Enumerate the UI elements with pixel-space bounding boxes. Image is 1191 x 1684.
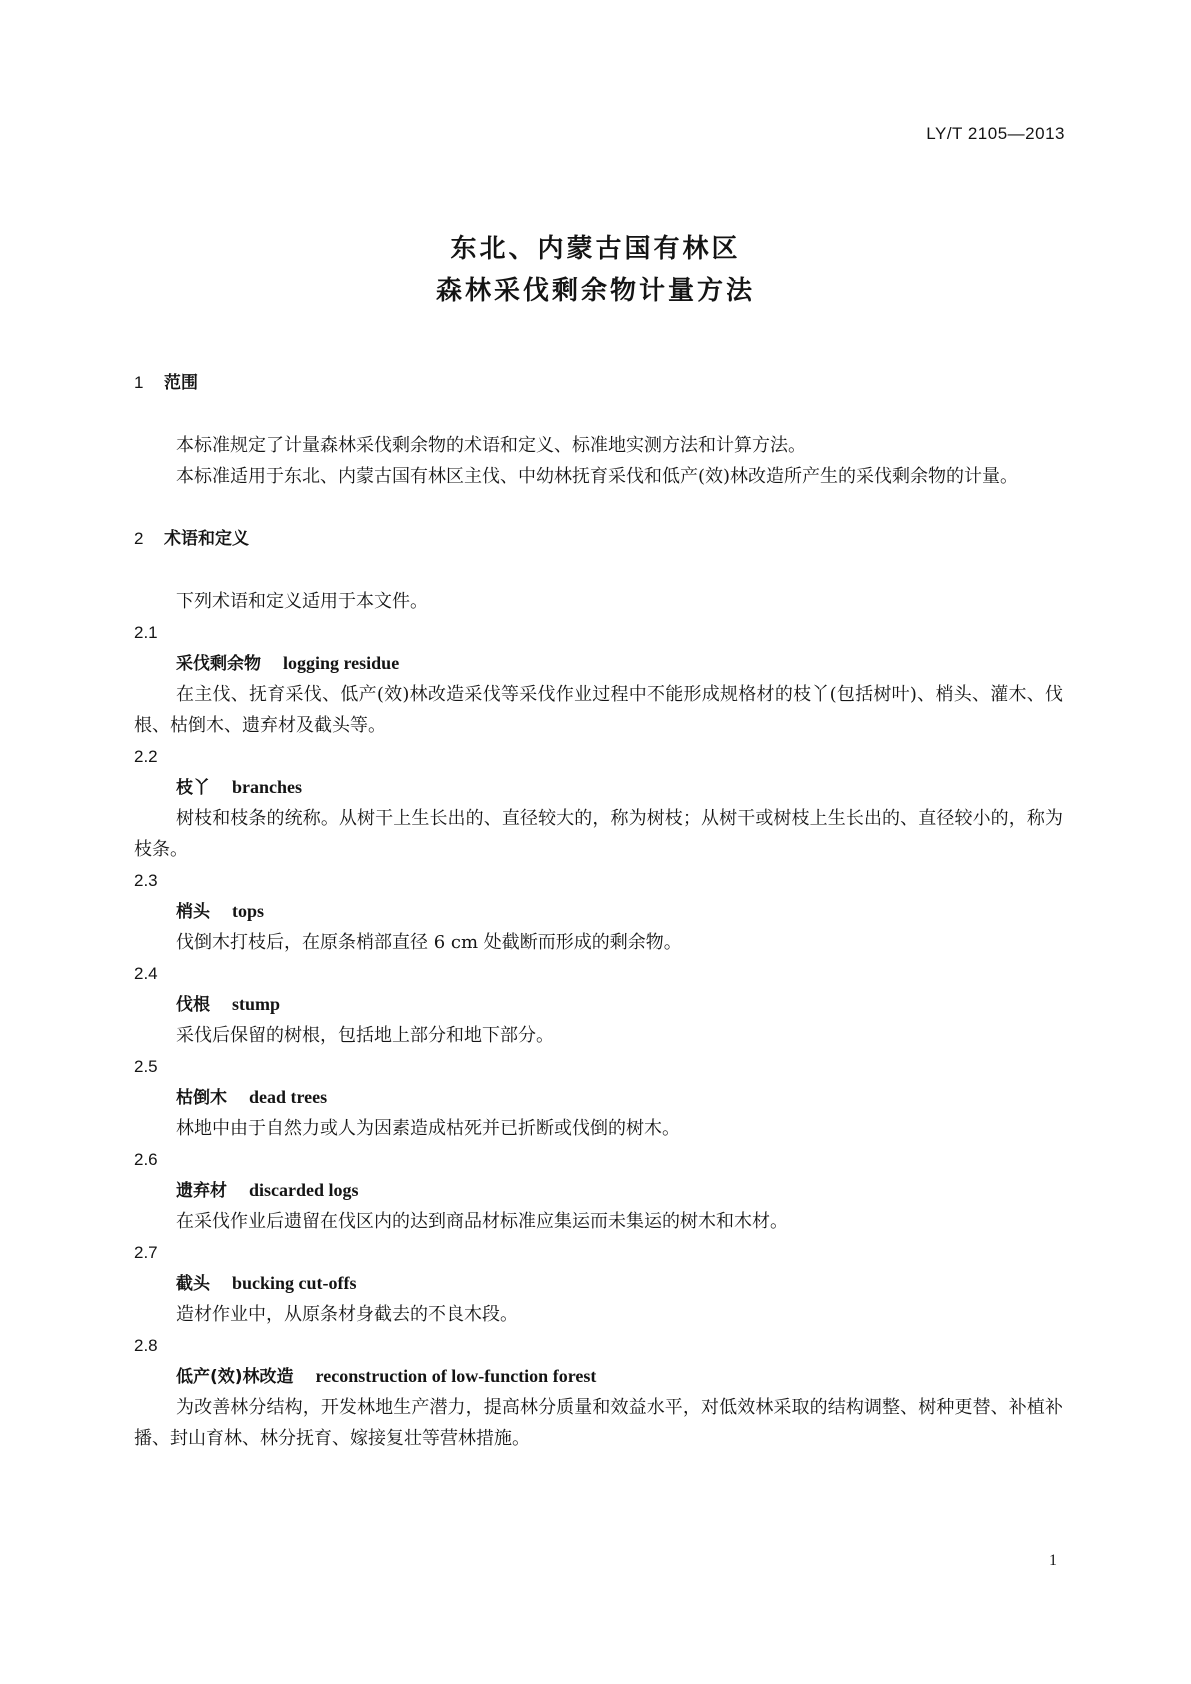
term-name xyxy=(176,1268,1063,1299)
term-name-en: bucking cut-offs xyxy=(232,1273,357,1293)
term-definition: 造材作业中，从原条材身截去的不良木段。 xyxy=(176,1304,518,1325)
term-definition: 林地中由于自然力或人为因素造成枯死并已折断或伐倒的树木。 xyxy=(176,1118,680,1139)
term-name-cn: 低产(效)林改造 xyxy=(176,1367,294,1387)
term-entry xyxy=(134,1237,1063,1330)
document-body xyxy=(134,367,1063,1454)
page-number: 1 xyxy=(1049,1552,1057,1569)
term-name-cn: 枝丫 xyxy=(176,778,210,798)
title-line-1: 东北、内蒙古国有林区 xyxy=(450,234,741,264)
document-title xyxy=(0,228,1191,312)
section-number: 1 xyxy=(134,373,144,392)
section-title: 范围 xyxy=(164,373,198,393)
term-number: 2.4 xyxy=(134,964,158,983)
term-number: 2.5 xyxy=(134,1057,158,1076)
term-number: 2.6 xyxy=(134,1150,158,1169)
term-name xyxy=(176,1361,1063,1392)
term-name xyxy=(176,1082,1063,1113)
term-definition: 为改善林分结构，开发林地生产潜力，提高林分质量和效益水平，对低效林采取的结构调整、树种更替、补植补播、封山育林、林分抚育、嫁接复壮等营林措施。 xyxy=(134,1397,1063,1449)
paragraph: 本标准适用于东北、内蒙古国有林区主伐、中幼林抚育采伐和低产(效)林改造所产生的采伐剩余物的计量。 xyxy=(176,466,1019,487)
term-name-cn: 采伐剩余物 xyxy=(176,654,261,674)
term-entry xyxy=(134,1051,1063,1144)
term-definition: 采伐后保留的树根，包括地上部分和地下部分。 xyxy=(176,1025,554,1046)
term-name-en: tops xyxy=(232,901,265,921)
term-entry xyxy=(134,617,1063,741)
term-number: 2.7 xyxy=(134,1243,158,1262)
title-line-2: 森林采伐剩余物计量方法 xyxy=(435,276,755,306)
term-entry xyxy=(134,741,1063,865)
term-name-en: dead trees xyxy=(249,1087,328,1107)
term-name xyxy=(176,896,1063,927)
term-name xyxy=(176,1175,1063,1206)
term-entry xyxy=(134,1330,1063,1454)
term-definition: 树枝和枝条的统称。从树干上生长出的、直径较大的，称为树枝；从树干或树枝上生长出的、直径较小的，称为枝条。 xyxy=(134,808,1063,860)
term-number: 2.1 xyxy=(134,623,158,642)
standard-code: LY/T 2105—2013 xyxy=(926,124,1065,143)
term-name xyxy=(176,772,1063,803)
term-number: 2.3 xyxy=(134,871,158,890)
term-name-en: stump xyxy=(232,994,281,1014)
term-number: 2.2 xyxy=(134,747,158,766)
term-name-cn: 伐根 xyxy=(176,995,210,1015)
term-entry xyxy=(134,958,1063,1051)
paragraph: 本标准规定了计量森林采伐剩余物的术语和定义、标准地实测方法和计算方法。 xyxy=(176,435,806,456)
term-name xyxy=(176,989,1063,1020)
term-definition: 伐倒木打枝后，在原条梢部直径 6 cm 处截断而形成的剩余物。 xyxy=(176,932,682,953)
section-number: 2 xyxy=(134,529,144,548)
term-definition: 在主伐、抚育采伐、低产(效)林改造采伐等采伐作业过程中不能形成规格材的枝丫(包括树叶)、梢头、灌木、伐根、枯倒木、遗弃材及截头等。 xyxy=(134,684,1063,736)
section-1-heading xyxy=(134,367,1063,399)
section-2-heading xyxy=(134,523,1063,555)
term-name-en: reconstruction of low-function forest xyxy=(315,1366,597,1386)
section-intro: 下列术语和定义适用于本文件。 xyxy=(176,591,428,612)
term-definition: 在采伐作业后遗留在伐区内的达到商品材标准应集运而未集运的树木和木材。 xyxy=(176,1211,788,1232)
term-entry xyxy=(134,865,1063,958)
term-name-en: logging residue xyxy=(283,653,400,673)
term-name-en: branches xyxy=(232,777,303,797)
term-number: 2.8 xyxy=(134,1336,158,1355)
term-entry xyxy=(134,1144,1063,1237)
term-name-cn: 截头 xyxy=(176,1274,210,1294)
term-name-cn: 梢头 xyxy=(176,902,210,922)
term-name-cn: 枯倒木 xyxy=(176,1088,227,1108)
term-name xyxy=(176,648,1063,679)
term-name-cn: 遗弃材 xyxy=(176,1181,227,1201)
section-title: 术语和定义 xyxy=(164,529,249,549)
term-name-en: discarded logs xyxy=(249,1180,359,1200)
